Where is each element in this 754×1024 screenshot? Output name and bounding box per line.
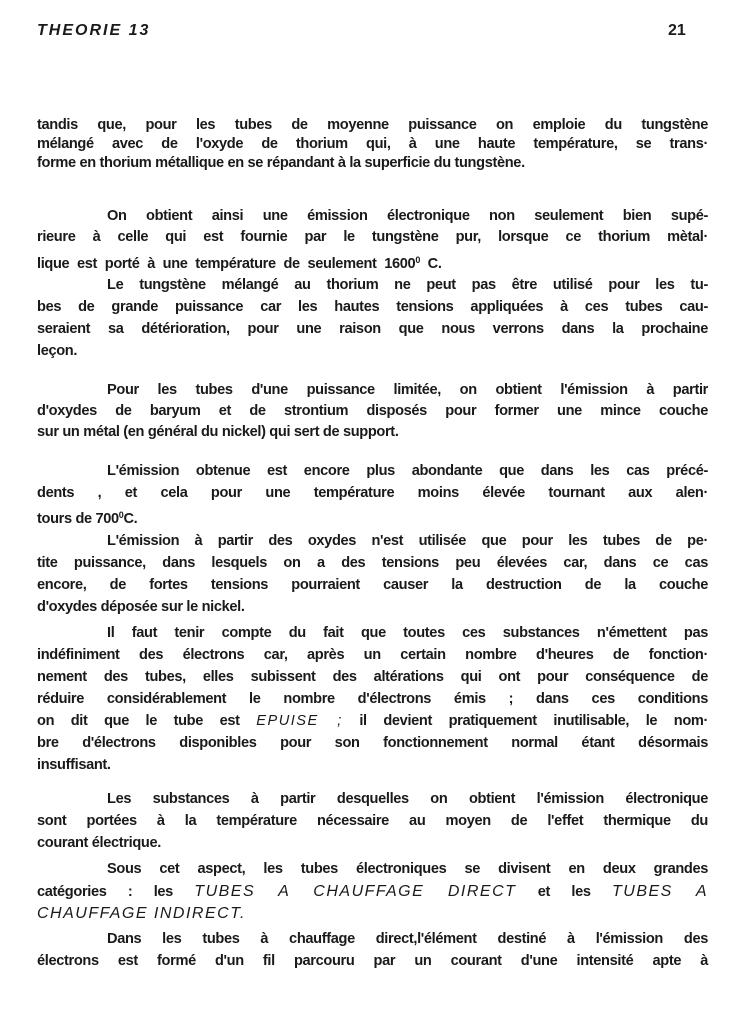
chapter-title: THEORIE 13 <box>37 22 151 39</box>
text-line: dents , et cela pour une température moins élevée tournant aux alen· <box>37 485 708 501</box>
text-line: On obtient ainsi une émission électronique non seulement bien supé- <box>107 208 708 224</box>
text-line: d'oxydes déposée sur le nickel. <box>37 599 245 615</box>
text-span: C. <box>123 511 138 527</box>
text-line: mélangé avec de l'oxyde de thorium qui, à une haute température, se trans· <box>37 136 708 152</box>
text-line: nement des tubes, elles subissent des altérations qui ont pour conséquence de <box>37 669 708 685</box>
text-line: L'émission obtenue est encore plus abondante que dans les cas précé- <box>107 463 708 479</box>
text-span: lique est porté à une température de seulement 1600 <box>37 256 416 272</box>
text-line: tite puissance, dans lesquels on a des tensions peu élevées car, dans ce cas <box>37 555 708 571</box>
text-line: insuffisant. <box>37 757 111 773</box>
text-line: Le tungstène mélangé au thorium ne peut pas être utilisé pour les tu- <box>107 277 708 293</box>
emphasis-indirect: CHAUFFAGE INDIRECT. <box>37 905 246 922</box>
emphasis-direct: TUBES A CHAUFFAGE DIRECT <box>194 883 517 900</box>
text-line: sur un métal (en général du nickel) qui sert de support. <box>37 424 399 440</box>
emphasis-tubes-a: TUBES A <box>611 883 708 900</box>
text-line: d'oxydes de baryum et de strontium disposés pour former une mince couche <box>37 403 708 419</box>
text-line: Il faut tenir compte du fait que toutes ces substances n'émettent pas <box>107 625 708 641</box>
text-line: bre d'électrons disponibles pour son fonctionnement normal étant désormais <box>37 735 708 751</box>
text-line: forme en thorium métallique en se répandant à la superficie du tungstène. <box>37 155 525 171</box>
text-span: on dit que le tube est <box>37 713 257 729</box>
text-line: Les substances à partir desquelles on obtient l'émission électronique <box>107 791 708 807</box>
text-line: électrons est formé d'un fil parcouru par un courant d'une intensité apte à <box>37 953 708 969</box>
text-line: leçon. <box>37 343 78 359</box>
text-line: indéfiniment des électrons car, après un certain nombre d'heures de fonction· <box>37 647 708 663</box>
text-line: rieure à celle qui est fournie par le tungstène pur, lorsque ce thorium mètal· <box>37 229 708 245</box>
text-line: courant électrique. <box>37 835 161 851</box>
text-line <box>37 251 442 274</box>
emphasis-epuise: EPUISE ; <box>256 713 343 729</box>
text-span: il devient pratiquement inutilisable, le nom· <box>342 713 709 729</box>
text-span: catégories : les <box>37 884 195 900</box>
text-span: C. <box>419 256 442 272</box>
text-line: seraient sa détérioration, pour une raison que nous verrons dans la prochaine <box>37 321 708 337</box>
page-number: 21 <box>668 22 686 39</box>
text-line <box>37 506 137 529</box>
text-line: L'émission à partir des oxydes n'est utilisée que pour les tubes de pe· <box>107 533 708 549</box>
text-line: bes de grande puissance car les hautes tensions appliquées à ces tubes cau- <box>37 299 708 315</box>
degree-mark: 0 <box>415 255 420 265</box>
text-line: tandis que, pour les tubes de moyenne puissance on emploie du tungstène <box>37 117 708 133</box>
text-line: Dans les tubes à chauffage direct,l'élément destiné à l'émission des <box>107 931 708 947</box>
text-line: sont portées à la température nécessaire au moyen de l'effet thermique du <box>37 813 708 829</box>
text-line <box>37 882 708 902</box>
degree-mark: 0 <box>118 510 124 520</box>
text-line: réduire considérablement le nombre d'électrons émis ; dans ces conditions <box>37 691 708 707</box>
text-line: Pour les tubes d'une puissance limitée, on obtient l'émission à partir <box>107 382 708 398</box>
text-line: encore, de fortes tensions pourraient causer la destruction de la couche <box>37 577 708 593</box>
text-line: Sous cet aspect, les tubes électroniques se divisent en deux grandes <box>107 861 708 877</box>
text-line <box>37 712 708 731</box>
text-span: et les <box>516 884 612 900</box>
text-span: tours de 700 <box>37 511 119 527</box>
